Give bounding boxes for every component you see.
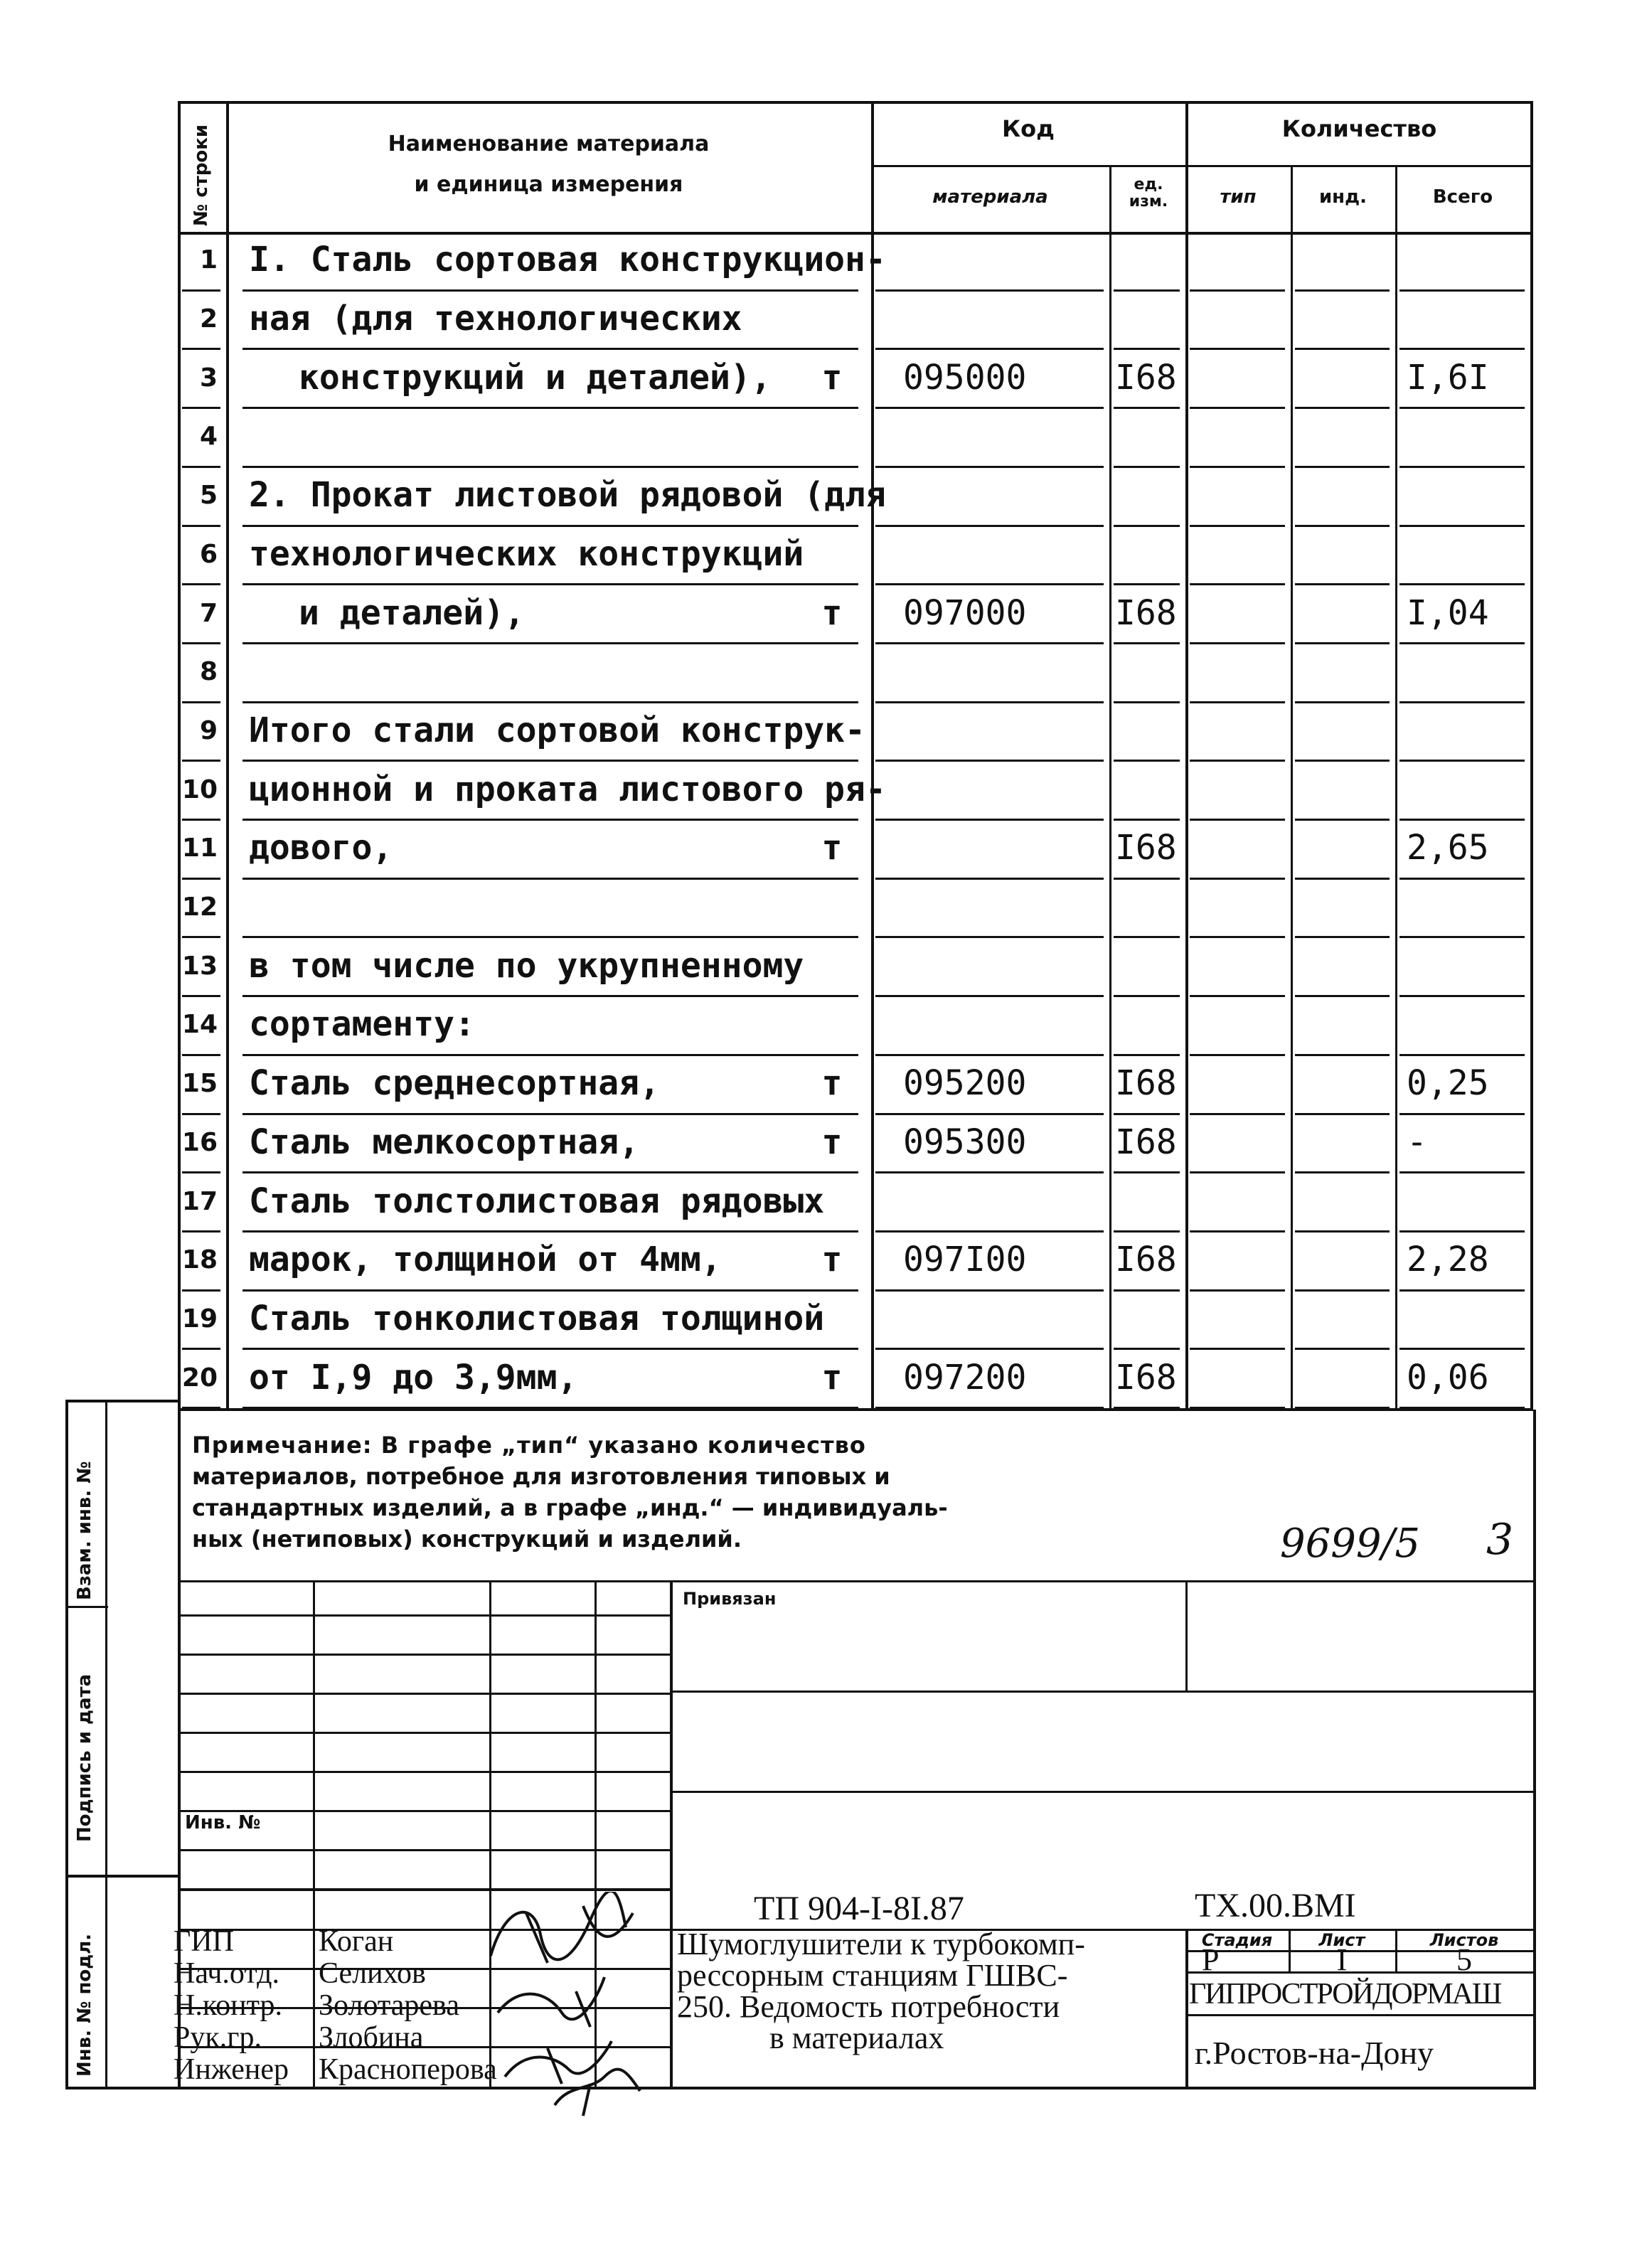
row-line [182, 878, 220, 880]
qty-type-header: тип [1220, 186, 1257, 208]
row-line [182, 1289, 220, 1292]
row-line [242, 878, 858, 880]
row-line [1399, 289, 1525, 292]
row-line [1190, 936, 1285, 938]
row-line [182, 760, 220, 762]
row-line [182, 289, 220, 292]
privyazan-label: Привязан [683, 1589, 777, 1609]
stamp-row [178, 1771, 670, 1773]
row-number-header: № строки [191, 124, 212, 226]
row-line [182, 525, 220, 527]
row-line [242, 1230, 858, 1233]
row-line [182, 701, 220, 703]
ind-column-line [1395, 165, 1397, 1410]
stamp-col-1 [313, 1580, 315, 2087]
row-line [1399, 1054, 1525, 1056]
total-quantity: - [1407, 1122, 1427, 1162]
name-header-line2: и единица измерения [414, 172, 683, 197]
row-line [1399, 466, 1525, 468]
signer-name: Злобина [319, 2021, 424, 2054]
row-line [875, 878, 1104, 880]
row-line [875, 1348, 1104, 1350]
stamp-row [178, 1654, 670, 1656]
row-line [1190, 642, 1285, 644]
row-line [1399, 760, 1525, 762]
row-number: 8 [199, 657, 218, 687]
row-line [242, 995, 858, 997]
sheets-label: Листов [1429, 1930, 1499, 1950]
row-line [1114, 1348, 1180, 1350]
signer-name: Красноперова [319, 2053, 497, 2086]
row-line [1114, 642, 1180, 644]
title-line: в материалах [769, 2021, 944, 2055]
document-title [677, 1929, 1085, 2054]
row-line [242, 642, 858, 644]
code-unit-header: ед. изм. [1129, 176, 1168, 211]
row-line [1295, 701, 1390, 703]
row-line [875, 1113, 1104, 1115]
row-line [1295, 936, 1390, 938]
row-line [1399, 348, 1525, 350]
project-number: ТП 904-I-8I.87 [754, 1890, 964, 1927]
row-line [182, 642, 220, 644]
inv-podl-label: Инв. № подл. [74, 1933, 95, 2077]
row-number: 15 [181, 1069, 218, 1099]
row-number: 2 [199, 304, 218, 334]
row-line [875, 466, 1104, 468]
row-line [242, 1289, 858, 1292]
unit-code: I68 [1115, 1357, 1177, 1397]
name-header-line1: Наименование материала [388, 132, 710, 156]
row-line [1190, 1113, 1285, 1115]
unit-code: I68 [1115, 828, 1177, 868]
row-line [1399, 583, 1525, 585]
code-material-header: материала [932, 186, 1048, 208]
row-line [1190, 819, 1285, 821]
row-line [1399, 819, 1525, 821]
quantity-header: Количество [1281, 115, 1437, 142]
row-line [1190, 995, 1285, 997]
row-line [875, 525, 1104, 527]
row-line [242, 525, 858, 527]
row-line [1190, 289, 1285, 292]
city-name: г.Ростов-на-Дону [1195, 2035, 1434, 2071]
strip-divider-1 [65, 1606, 108, 1608]
code-header: Код [1002, 115, 1055, 142]
row-line [1295, 878, 1390, 880]
row-number: 16 [181, 1127, 218, 1157]
row-line [1399, 1171, 1525, 1173]
total-quantity: I,04 [1407, 592, 1489, 633]
rownum-column-line [226, 101, 229, 1410]
row-number: 10 [181, 774, 218, 804]
row-line [1114, 466, 1180, 468]
material-name: марок, толщиной от 4мм, [249, 1240, 722, 1280]
stamp-row [670, 1791, 1533, 1793]
row-number: 5 [199, 481, 218, 511]
material-code: 095000 [903, 357, 1027, 398]
row-line [1190, 407, 1285, 409]
unit-of-measure: т [821, 1357, 843, 1397]
row-line [1114, 760, 1180, 762]
note-line: материалов, потребное для изготовления типовых и [192, 1463, 890, 1490]
material-name: Сталь среднесортная, [249, 1063, 660, 1104]
row-line [875, 936, 1104, 938]
row-line [875, 583, 1104, 585]
note-line: Примечание: В графе „тип“ указано количество [192, 1432, 866, 1459]
row-line [242, 1171, 858, 1173]
row-line [1114, 1407, 1180, 1409]
row-line [242, 936, 858, 938]
stamp-right-line [1533, 1410, 1536, 2087]
row-line [182, 1230, 220, 1233]
row-number: 19 [181, 1304, 218, 1333]
stamp-row [178, 1888, 670, 1891]
row-line [1190, 1407, 1285, 1409]
unit-code: I68 [1115, 592, 1177, 633]
stamp-row [178, 1693, 670, 1695]
page-bottom-line [65, 2087, 1536, 2089]
row-line [1399, 1407, 1525, 1409]
row-number: 12 [181, 893, 218, 922]
signer-role: ГИП [174, 1925, 234, 1958]
row-line [1190, 1289, 1285, 1292]
row-line [1295, 1230, 1390, 1233]
row-line [242, 701, 858, 703]
total-quantity: I,6I [1407, 357, 1489, 398]
material-name: от I,9 до 3,9мм, [249, 1357, 578, 1397]
material-code: 095200 [903, 1063, 1027, 1104]
row-number: 3 [199, 363, 218, 393]
row-line [242, 407, 858, 409]
row-number: 20 [181, 1363, 218, 1393]
qty-column-line [1185, 101, 1188, 1410]
stage-value: Р [1202, 1942, 1220, 1977]
row-line [1295, 348, 1390, 350]
total-quantity: 2,28 [1407, 1240, 1489, 1280]
sheets-value: 5 [1456, 1942, 1472, 1977]
row-line [1399, 525, 1525, 527]
strip-divider-2 [65, 1875, 179, 1878]
material-code: 097200 [903, 1357, 1027, 1397]
row-line [1190, 1230, 1285, 1233]
total-quantity: 0,25 [1407, 1063, 1489, 1104]
row-line [1190, 348, 1285, 350]
strip-inner-line [105, 1400, 107, 2089]
row-line [1114, 701, 1180, 703]
row-line [182, 466, 220, 468]
row-line [1399, 1289, 1525, 1292]
inv-no-label: Инв. № [185, 1812, 261, 1833]
material-name: дового, [249, 828, 393, 868]
material-name: сортаменту: [249, 1004, 475, 1045]
row-line [182, 819, 220, 821]
row-line [1190, 1348, 1285, 1350]
row-line [875, 1289, 1104, 1292]
row-line [1399, 1230, 1525, 1233]
material-code: 097I00 [903, 1240, 1027, 1280]
material-name: технологических конструкций [249, 533, 804, 574]
page-number: 3 [1486, 1515, 1514, 1565]
row-number: 17 [181, 1186, 218, 1216]
row-line [875, 819, 1104, 821]
total-quantity: 2,65 [1407, 828, 1489, 868]
unit-code: I68 [1115, 1063, 1177, 1104]
qty-total-header: Всего [1432, 186, 1493, 208]
stamp-privyazan-divider [1185, 1580, 1188, 1691]
row-line [1295, 1348, 1390, 1350]
signature-date-label: Подпись и дата [74, 1673, 95, 1842]
row-line [182, 1054, 220, 1056]
row-line [182, 348, 220, 350]
note-line: ных (нетиповых) конструкций и изделий. [192, 1526, 742, 1553]
row-number: 18 [181, 1245, 218, 1275]
code-column-line [871, 101, 874, 1410]
row-line [1114, 407, 1180, 409]
row-line [1114, 1171, 1180, 1173]
stamp-row [670, 1691, 1533, 1693]
row-line [1190, 583, 1285, 585]
material-name: в том числе по укрупненному [249, 945, 804, 986]
row-line [1190, 760, 1285, 762]
unit-of-measure: т [821, 1122, 843, 1162]
row-line [1399, 878, 1525, 880]
row-line [242, 348, 858, 350]
sheet-value: I [1336, 1942, 1348, 1977]
total-quantity: 0,06 [1407, 1357, 1489, 1397]
signer-role: Н.контр. [174, 1989, 282, 2022]
unit-code: I68 [1115, 357, 1177, 398]
row-line [875, 995, 1104, 997]
unit-code: I68 [1115, 1122, 1177, 1162]
material-name: конструкций и деталей), [299, 357, 772, 398]
qty-ind-header: инд. [1318, 186, 1367, 208]
row-number: 6 [199, 539, 218, 569]
stamp-row [178, 1849, 670, 1851]
row-line [875, 1171, 1104, 1173]
unit-of-measure: т [821, 1063, 843, 1104]
row-line [1295, 819, 1390, 821]
unit-column-line [1109, 165, 1111, 1410]
row-line [1114, 1230, 1180, 1233]
sheet-reference: 9699/5 [1280, 1521, 1421, 1567]
row-number: 1 [199, 245, 218, 275]
row-line [1399, 995, 1525, 997]
row-line [1399, 1348, 1525, 1350]
row-line [1114, 995, 1180, 997]
row-line [1399, 1113, 1525, 1115]
row-line [1399, 407, 1525, 409]
material-name: ционной и проката листового ря- [249, 769, 886, 809]
note-block [192, 1430, 948, 1555]
signer-name: Селихов [319, 1957, 426, 1990]
row-line [1295, 407, 1390, 409]
row-line [1114, 819, 1180, 821]
row-number: 14 [181, 1010, 218, 1040]
row-line [1114, 1289, 1180, 1292]
stage-label: Стадия [1201, 1930, 1273, 1950]
row-line [1295, 466, 1390, 468]
row-line [242, 289, 858, 292]
sheet-label: Лист [1318, 1930, 1365, 1950]
row-line [875, 348, 1104, 350]
unit-of-measure: т [821, 1240, 843, 1280]
signer-role: Рук.гр. [174, 2021, 262, 2054]
stamp-row [1185, 2014, 1533, 2016]
row-line [1295, 1407, 1390, 1409]
row-line [1399, 642, 1525, 644]
material-name: Сталь тонколистовая толщиной [249, 1298, 825, 1338]
row-line [1295, 525, 1390, 527]
row-line [242, 1407, 858, 1409]
row-number: 13 [181, 951, 218, 981]
row-line [1399, 701, 1525, 703]
row-line [1114, 348, 1180, 350]
note-line: стандартных изделий, а в графе „инд.“ — индивидуаль- [192, 1494, 948, 1521]
row-line [875, 642, 1104, 644]
row-line [1295, 642, 1390, 644]
unit-of-measure: т [821, 828, 843, 868]
row-line [1114, 936, 1180, 938]
row-line [1114, 583, 1180, 585]
table-top-border [178, 101, 1533, 104]
note-bottom-line [178, 1580, 1533, 1582]
row-number: 4 [199, 422, 218, 452]
material-name: I. Сталь сортовая конструкцион- [249, 240, 886, 280]
row-line [1295, 1054, 1390, 1056]
type-column-line [1291, 165, 1293, 1410]
signer-name: Золотарева [319, 1989, 459, 2022]
handwritten-signatures [484, 1892, 676, 2119]
row-number: 7 [199, 598, 218, 628]
row-line [1114, 1113, 1180, 1115]
row-line [182, 583, 220, 585]
row-line [1114, 525, 1180, 527]
title-line: 250. Ведомость потребности [677, 1989, 1060, 2024]
table-right-border [1530, 101, 1533, 1410]
row-line [1295, 995, 1390, 997]
material-code: 095300 [903, 1122, 1027, 1162]
row-number: 11 [181, 834, 218, 863]
signer-role: Инженер [174, 2053, 289, 2086]
row-line [182, 1171, 220, 1173]
row-line [1190, 525, 1285, 527]
row-line [182, 407, 220, 409]
row-line [1114, 878, 1180, 880]
unit-code: I68 [1115, 1240, 1177, 1280]
header-bottom-line [178, 232, 1533, 235]
strip-left-line [65, 1400, 68, 2089]
row-line [182, 1113, 220, 1115]
material-name: ная (для технологических [249, 299, 742, 339]
row-line [875, 760, 1104, 762]
stamp-row [178, 1614, 670, 1617]
organization-name: ГИПРОСТРОЙДОРМАШ [1189, 1978, 1501, 2011]
row-line [242, 1348, 858, 1350]
row-line [182, 936, 220, 938]
row-line [875, 1230, 1104, 1233]
row-line [875, 1054, 1104, 1056]
row-line [1114, 1054, 1180, 1056]
signer-role: Нач.отд. [174, 1957, 280, 1990]
material-code: 097000 [903, 592, 1027, 633]
row-line [1399, 936, 1525, 938]
stamp-info-divider [1185, 1929, 1188, 2087]
row-line [182, 1348, 220, 1350]
row-line [1295, 289, 1390, 292]
row-line [1190, 878, 1285, 880]
row-line [875, 1407, 1104, 1409]
title-line: рессорным станциям ГШВС- [677, 1958, 1068, 1993]
strip-top-line [65, 1400, 179, 1402]
row-number: 9 [199, 715, 218, 745]
row-line [1295, 760, 1390, 762]
unit-of-measure: т [821, 592, 843, 633]
document-code: ТХ.00.ВМI [1195, 1887, 1356, 1924]
header-sub-line [871, 165, 1533, 167]
row-line [242, 466, 858, 468]
row-line [875, 701, 1104, 703]
signer-name: Коган [319, 1925, 394, 1958]
row-line [1295, 1171, 1390, 1173]
material-name: 2. Прокат листовой рядовой (для [249, 475, 886, 516]
row-line [1190, 466, 1285, 468]
row-line [182, 1407, 220, 1409]
row-line [1190, 701, 1285, 703]
title-line: Шумоглушители к турбокомп- [677, 1927, 1085, 1961]
material-name: Сталь толстолистовая рядовых [249, 1181, 825, 1221]
row-line [1190, 1171, 1285, 1173]
row-line [875, 407, 1104, 409]
row-line [875, 289, 1104, 292]
vzam-inv-label: Взам. инв. № [74, 1461, 95, 1600]
row-line [1190, 1054, 1285, 1056]
row-line [1295, 1113, 1390, 1115]
row-line [242, 1054, 858, 1056]
row-line [242, 760, 858, 762]
material-name: и деталей), [299, 592, 525, 633]
material-name: Итого стали сортовой конструк- [249, 710, 865, 750]
unit-of-measure: т [821, 357, 843, 398]
row-line [242, 583, 858, 585]
row-line [242, 819, 858, 821]
row-line [1295, 1289, 1390, 1292]
row-line [182, 995, 220, 997]
row-line [1295, 583, 1390, 585]
material-name: Сталь мелкосортная, [249, 1122, 640, 1162]
row-line [242, 1113, 858, 1115]
stamp-row [178, 1732, 670, 1734]
row-line [1114, 289, 1180, 292]
